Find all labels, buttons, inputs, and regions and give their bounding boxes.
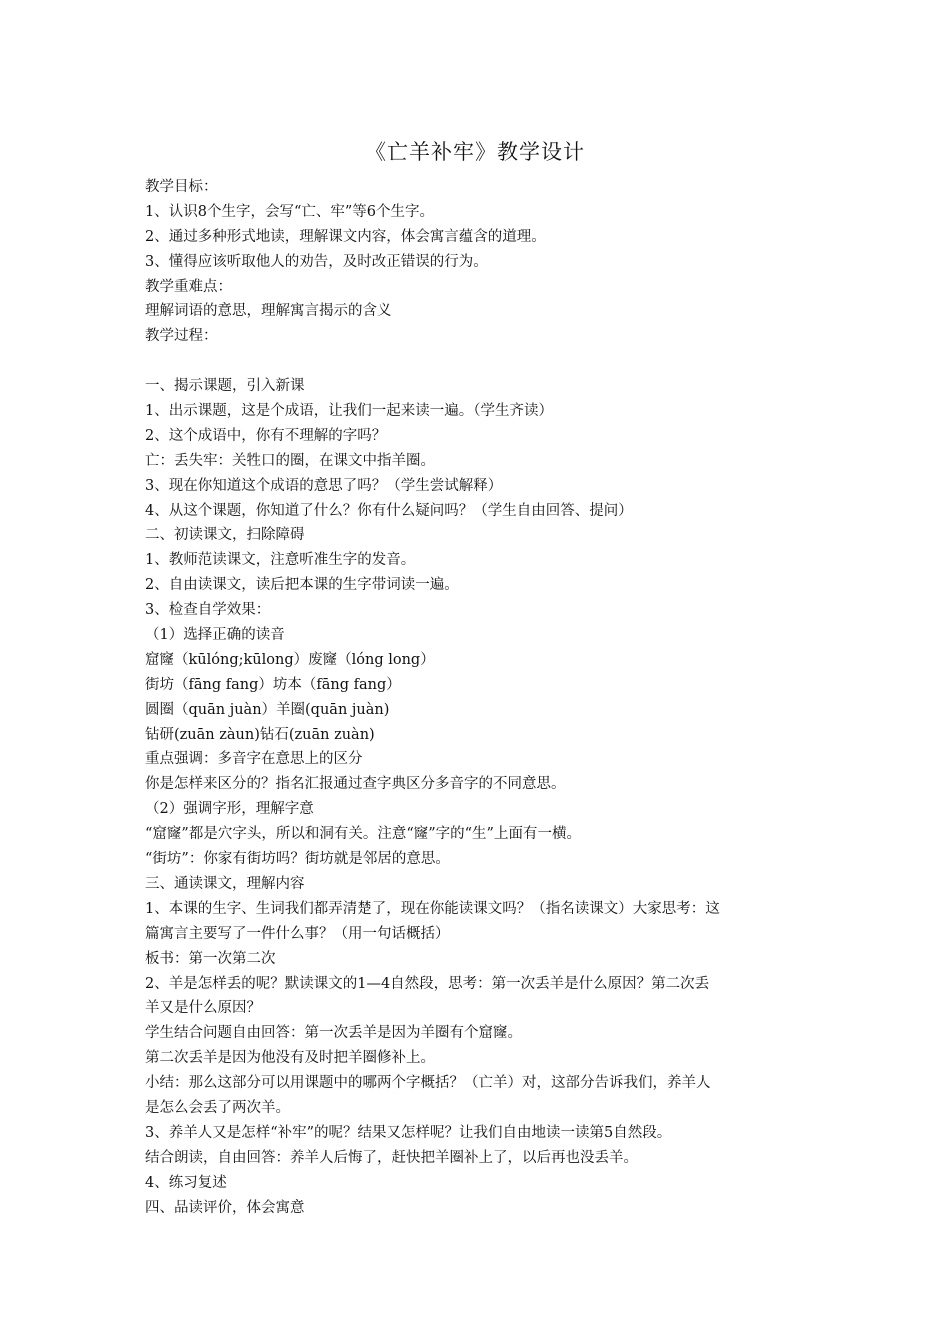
document-line: 2、这个成语中，你有不理解的字吗？ xyxy=(145,427,387,444)
document-line: 1、教师范读课文，注意听准生字的发音。 xyxy=(145,552,416,569)
document-line: 篇寓言主要写了一件什么事？（用一句话概括） xyxy=(145,925,450,942)
document-line: （1）选择正确的读音 xyxy=(145,627,285,644)
document-line: 小结：那么这部分可以用课题中的哪两个字概括？（亡羊）对，这部分告诉我们，养羊人 xyxy=(145,1075,711,1092)
document-line: “街坊”：你家有街坊吗？街坊就是邻居的意思。 xyxy=(145,851,450,868)
document-line: 板书：第一次第二次 xyxy=(145,950,276,967)
document-line: 重点强调：多音字在意思上的区分 xyxy=(145,751,363,768)
document-line: 羊又是什么原因？ xyxy=(145,1000,261,1017)
document-line: 二、初读课文，扫除障碍 xyxy=(145,527,305,544)
document-line: （2）强调字形，理解字意 xyxy=(145,801,314,818)
document-line: 1、本课的生字、生词我们都弄清楚了，现在你能读课文吗？（指名读课文）大家思考：这 xyxy=(145,900,720,917)
document-line: 窟窿（kūlóng;kūlong）废窿（lóng long） xyxy=(145,651,435,668)
document-line: 第二次丢羊是因为他没有及时把羊圈修补上。 xyxy=(145,1050,435,1067)
document-line: 你是怎样来区分的？指名汇报通过查字典区分多音字的不同意思。 xyxy=(145,776,566,793)
document-line: 教学目标： xyxy=(145,179,218,195)
document-line: 2、自由读课文，读后把本课的生字带词读一遍。 xyxy=(145,577,459,594)
document-line: 1、出示课题，这是个成语，让我们一起来读一遍。（学生齐读） xyxy=(145,403,553,420)
document-body xyxy=(145,175,810,1220)
document-line: 理解词语的意思，理解寓言揭示的含义 xyxy=(145,303,392,320)
document-line: 3、懂得应该听取他人的劝告，及时改正错误的行为。 xyxy=(145,253,488,270)
document-line: 教学重难点： xyxy=(145,278,232,295)
document-line xyxy=(145,349,810,374)
document-line: 圆圈（quān juàn）羊圈(quān juàn) xyxy=(145,701,390,718)
document-line: 教学过程： xyxy=(145,328,218,345)
document-line: 亡：丢失牢：关牲口的圈，在课文中指羊圈。 xyxy=(145,452,435,469)
document-line: 三、通读课文，理解内容 xyxy=(145,875,305,892)
document-line: “窟窿”都是穴字头，所以和洞有关。注意“窿”字的“生”上面有一横。 xyxy=(145,826,581,843)
document-line: 钻研(zuān zàun)钻石(zuān zuàn) xyxy=(145,726,375,743)
document-line: 4、练习复述 xyxy=(145,1174,227,1191)
document-line: 2、羊是怎样丢的呢？默读课文的1—4自然段，思考：第一次丢羊是什么原因？第二次丢 xyxy=(145,975,710,992)
document-line: 结合朗读，自由回答：养羊人后悔了，赶快把羊圈补上了，以后再也没丢羊。 xyxy=(145,1149,638,1166)
document-title: 《亡羊补牢》教学设计 xyxy=(365,140,585,164)
document-line: 一、揭示课题，引入新课 xyxy=(145,378,305,395)
document-line: 是怎么会丢了两次羊。 xyxy=(145,1099,290,1116)
document-line: 2、通过多种形式地读，理解课文内容，体会寓言蕴含的道理。 xyxy=(145,228,546,245)
document-line: 街坊（fāng fang）坊本（fāng fang） xyxy=(145,676,401,693)
document-line: 3、养羊人又是怎样“补牢”的呢？结果又怎样呢？让我们自由地读一读第5自然段。 xyxy=(145,1124,672,1141)
document-line: 3、现在你知道这个成语的意思了吗？（学生尝试解释） xyxy=(145,477,503,494)
document-line: 4、从这个课题，你知道了什么？你有什么疑问吗？（学生自由回答、提问） xyxy=(145,502,633,519)
document-line: 学生结合问题自由回答：第一次丢羊是因为羊圈有个窟窿。 xyxy=(145,1025,522,1042)
document-line: 四、品读评价，体会寓意 xyxy=(145,1199,305,1216)
document-line: 3、检查自学效果： xyxy=(145,602,271,619)
document-line: 1、认识8个生字，会写“亡、牢”等6个生字。 xyxy=(145,203,435,220)
